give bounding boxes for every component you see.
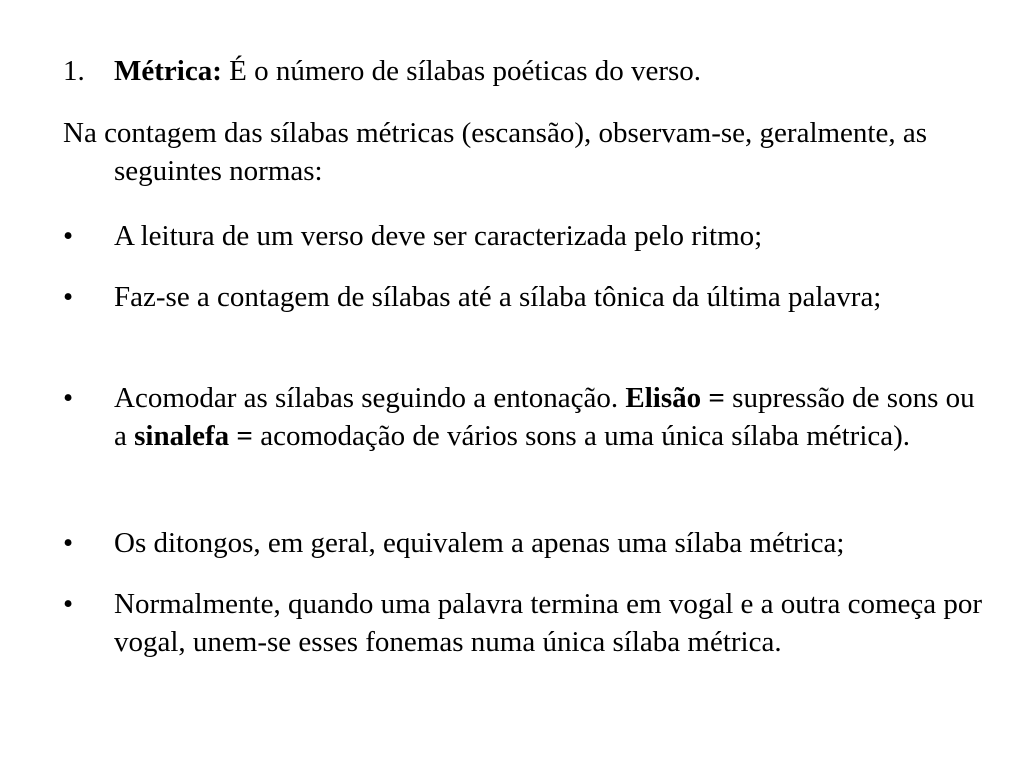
bullet-text-part: supressão de sons ou a [114,382,975,452]
bullet-text: Normalmente, quando uma palavra termina em vogal e a outra começa por vogal, unem-se esses fonemas numa única sílaba métrica. [114,588,983,658]
bullet-icon: • [63,220,74,252]
bullet-icon: • [63,588,74,620]
bullet-icon: • [63,382,74,414]
bullet-item-vogal [63,585,993,661]
term-sinalefa: sinalefa = [134,420,253,452]
term-metrica: Métrica: [114,55,222,87]
bullet-item-contagem [63,278,993,316]
bullet-item-acomodar [63,379,993,455]
intro-text: Na contagem das sílabas métricas (escansão), observam-se, geralmente, as seguintes normas: [63,117,928,187]
item-number: 1. [63,55,85,87]
term-elisao: Elisão = [625,382,725,414]
bullet-icon: • [63,281,74,313]
bullet-item-ditongos [63,524,993,562]
intro-paragraph [63,114,993,190]
bullet-text: Os ditongos, em geral, equivalem a apenas uma sílaba métrica; [114,527,845,559]
bullet-text-part: acomodação de vários sons a uma única sílaba métrica). [252,420,911,452]
bullet-text [114,379,993,455]
bullet-text: Faz-se a contagem de sílabas até a sílaba tônica da última palavra; [114,281,882,313]
bullet-text-part: Acomodar as sílabas seguindo a entonação. [114,382,626,414]
metrica-definition: É o número de sílabas poéticas do verso. [221,55,702,87]
numbered-item-metrica [63,52,993,90]
item-text [114,52,993,90]
bullet-item-ritmo [63,217,993,255]
bullet-text: A leitura de um verso deve ser caracterizada pelo ritmo; [114,220,763,252]
bullet-icon: • [63,527,74,559]
